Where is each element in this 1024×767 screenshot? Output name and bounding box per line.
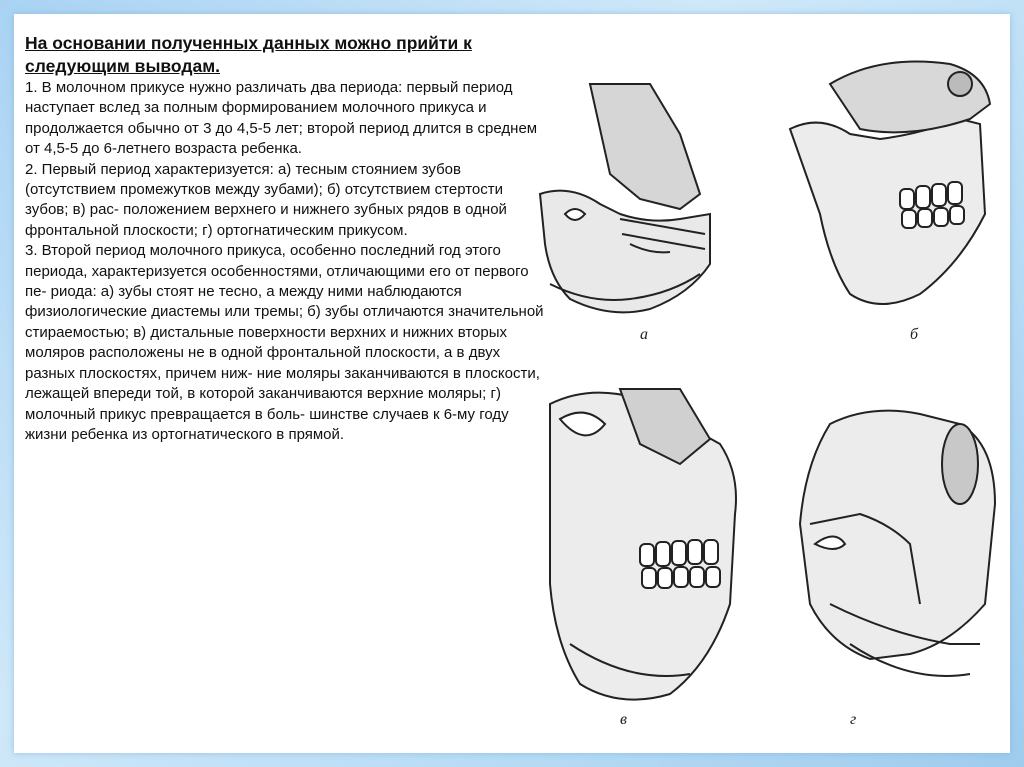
paragraph-1: 1. В молочном прикусе нужно различать два периода: первый период наступает вслед за полным формированием молочного прикуса и продолжается обычно от 3 до 4,5-5 лет; второй период длится в среднем от 4,5-5 до 6-летнего возраста ребенка. <box>25 79 538 158</box>
paragraph-3: 3. Второй период молочного прикуса, особенно последний год этого периода, характеризуется особенностями, отличающими его от первого пе- риода: а) зубы стоят не тесно, а между ними наблюдаются физиологические диастемы или тремы; б) зубы отличаются значительной стираемостью; в) дистальные поверхности верхних и нижних вторых моляров расположены не в одной фронтальной плоскости, а в двух разных плоскостях, причем ниж- ние моляры заканчиваются в плоскости, лежащей впереди той, в которой заканчиваются верхние моляры; г) молочный прикус превращается в боль- шинстве случаев к 6-му году жизни ребенка из ортогнатического в прямой. <box>25 242 544 443</box>
panel-label-d: г <box>850 711 857 728</box>
slide-title: На основании полученных данных можно прийти к следующим выводам. <box>25 33 472 76</box>
panel-c-drawing <box>550 389 736 700</box>
text-block <box>25 32 545 445</box>
paragraph-2: 2. Первый период характеризуется: а) тесным стоянием зубов (отсутствием промежутков между зубами); б) отсутствием стертости зубов; в) рас- положением верхнего и нижнего зубных рядов в одной фронтальной плоскости; г) ортогнатическим прикусом. <box>25 160 507 239</box>
panel-a-drawing <box>540 84 710 312</box>
slide <box>14 14 1010 753</box>
panel-d-drawing <box>800 411 995 676</box>
panel-label-c: в <box>620 711 627 728</box>
panel-label-a: а <box>640 326 648 343</box>
jaw-illustration <box>530 44 1004 732</box>
panel-label-b: б <box>910 326 919 343</box>
panel-b-drawing <box>790 62 990 305</box>
